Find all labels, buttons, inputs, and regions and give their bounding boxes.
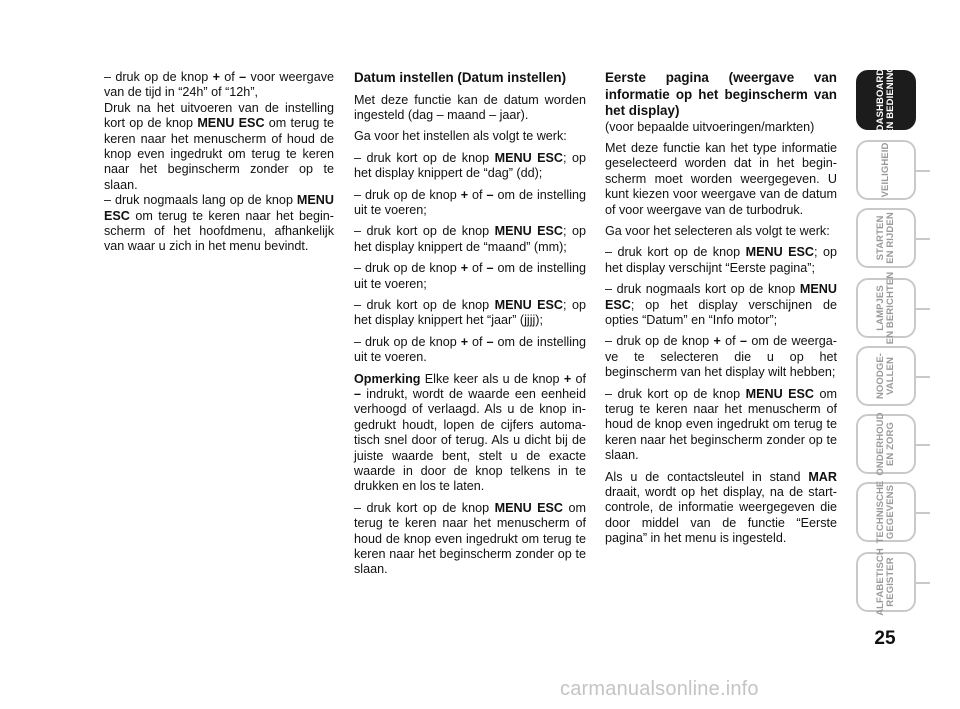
plus-key-label: + [460, 187, 469, 202]
text: – druk op de knop [605, 334, 714, 349]
step [354, 501, 586, 578]
text: of [571, 371, 586, 386]
tab-divider [916, 170, 930, 172]
paragraph: Met deze functie kan het type informatie geselecteerd worden dat in het beginscherm moet worden weergegeven. U kunt kiezen voor weergave van de datum of voor weergave van de turbodruk. [605, 140, 837, 217]
tab-label: ALFABETISCH REGISTER [875, 548, 896, 616]
tab-divider [916, 308, 930, 310]
text: of [219, 70, 240, 84]
plus-key-label: + [713, 334, 721, 349]
text: draait, wordt op het display, na de startcontrole, de informatie weergegeven die door middel van de functie “Eerste pagina” in het menu is ingesteld. [605, 485, 837, 546]
menu-esc-key-label: MENU ESC [494, 500, 564, 515]
tab-label: VEILIGHEID [880, 142, 891, 198]
text: – druk op de knop [354, 261, 461, 276]
tab-dashboard-en-bediening[interactable] [856, 65, 916, 135]
tab-divider [916, 512, 930, 514]
section-heading-datum: Datum instellen (Datum instellen) [354, 70, 567, 85]
step [354, 188, 586, 219]
paragraph [104, 193, 334, 255]
plus-key-label: + [563, 371, 572, 386]
text: ; op het display knippert het “jaar” (jjjj); [354, 297, 586, 328]
tab-lampjes-en-berichten[interactable] [856, 271, 916, 345]
paragraph [605, 470, 837, 547]
text: om de instelling uit te voeren; [354, 187, 586, 217]
text: om de weergave te selecteren die u op het beginscherm van het display wilt hebben; [605, 334, 837, 380]
text: – druk op de knop [354, 334, 461, 349]
text: – druk kort op de knop [605, 245, 746, 260]
menu-esc-key-label: MENU ESC [494, 150, 564, 165]
tab-alfabetisch-register[interactable] [856, 548, 916, 616]
tab-noodgevallen[interactable] [856, 346, 916, 406]
note-label: Opmerking [354, 371, 421, 386]
paragraph [104, 70, 334, 101]
step [354, 298, 586, 329]
tab-label: ONDERHOUD EN ZORG [875, 412, 896, 476]
minus-key-label: – [354, 387, 362, 401]
step [354, 261, 586, 292]
watermark: carmanualsonline.info [560, 678, 759, 700]
text: – druk nogmaals kort op de knop [605, 282, 800, 297]
text: – druk kort op de knop [354, 297, 495, 312]
text: ; op het display verschijnen de opties “Datum” en “Info motor”; [605, 297, 837, 327]
step [605, 334, 837, 380]
text: – druk kort op de knop [354, 150, 495, 165]
menu-esc-key-label: MENU ESC [104, 193, 334, 223]
step [354, 335, 586, 366]
text: of [468, 187, 487, 202]
paragraph: Ga voor het selecteren als volgt te werk: [605, 223, 830, 238]
text: indrukt, wordt de waarde een eenheid verhoogd of verlaagd. Als u de knop ingedrukt houdt, lopen de cijfers automatisch snel door of terug. Als u dicht bij de juiste waarde bent, stelt u de exacte waarde in door de knop telkens in te drukken en los te laten. [354, 387, 586, 494]
text: – druk kort op de knop [354, 224, 495, 239]
menu-esc-key-label: MENU ESC [745, 386, 815, 401]
minus-key-label: – [739, 334, 747, 349]
text: – druk kort op de knop [354, 500, 495, 515]
text: of [720, 334, 740, 349]
plus-key-label: + [460, 261, 469, 276]
menu-esc-key-label: MENU ESC [494, 297, 564, 312]
mar-key-position: MAR [808, 469, 837, 484]
menu-esc-key-label: MENU ESC [745, 245, 815, 260]
tab-label: STARTEN EN RIJDEN [875, 212, 896, 264]
page-number: 25 [874, 628, 896, 649]
tab-label: NOODGE- VALLEN [875, 352, 896, 400]
text: – druk nogmaals lang op de knop [104, 193, 297, 208]
text: – druk op de knop [104, 70, 213, 84]
minus-key-label: – [239, 70, 247, 84]
section-heading-eerste-pagina: Eerste pagina (weergave van informatie op het beginscherm van het display) [605, 70, 837, 118]
paragraph: Ga voor het instellen als volgt te werk: [354, 129, 567, 144]
text: of [468, 334, 487, 349]
minus-key-label: – [486, 261, 494, 276]
text: voor weergave van de tijd in “24h” of “12h”, [104, 70, 334, 100]
paragraph: Met deze functie kan de datum worden ingesteld (dag – maand – jaar). [354, 92, 586, 122]
text: om terug te keren naar het menuscherm of houd de knop even ingedrukt om terug te keren naar het beginscherm zonder op te slaan. [104, 116, 334, 192]
tab-label: DASHBOARD EN BEDIENING [875, 65, 896, 135]
text: Druk na het uitvoeren van de instelling kort op de knop [104, 100, 334, 131]
text: om terug te keren naar het menuscherm of houd de knop even ingedrukt om terug te keren naar het beginscherm zonder op te slaan. [605, 386, 837, 463]
plus-key-label: + [460, 334, 469, 349]
minus-key-label: – [486, 334, 494, 349]
text: om de instelling uit te voeren; [354, 261, 586, 291]
text-column-2 [354, 70, 586, 584]
tab-divider [916, 376, 930, 378]
text: om terug te keren naar het beginscherm of het hoofdmenu, afhankelijk van waar u zich in het menu bevindt. [104, 208, 334, 254]
text: – druk kort op de knop [605, 386, 746, 401]
text: – druk op de knop [354, 187, 461, 202]
tab-label: TECHNISCHE GEGEVENS [875, 480, 896, 544]
tab-divider [916, 582, 930, 584]
menu-esc-key-label: MENU ESC [494, 224, 564, 239]
tab-divider [916, 238, 930, 240]
plus-key-label: + [212, 70, 220, 84]
tab-technische-gegevens[interactable] [856, 482, 916, 542]
text: Als u de contactsleutel in stand [605, 469, 809, 484]
step [354, 224, 586, 255]
step [354, 151, 586, 182]
tab-veiligheid[interactable] [856, 140, 916, 200]
minus-key-label: – [486, 187, 494, 202]
note-paragraph [354, 372, 586, 495]
tab-label: LAMPJES EN BERICHTEN [875, 271, 896, 345]
text: ; op het display knippert de “maand” (mm); [354, 224, 586, 254]
section-subheading: (voor bepaalde uitvoeringen/markten) [605, 119, 815, 134]
text-column-3 [605, 70, 837, 553]
tab-starten-en-rijden[interactable] [856, 208, 916, 268]
step [605, 282, 837, 328]
text: of [468, 261, 487, 276]
text: Elke keer als u de knop [420, 371, 564, 386]
step [605, 387, 837, 464]
menu-esc-key-label: MENU ESC [197, 116, 265, 131]
step [605, 245, 837, 276]
paragraph [104, 101, 334, 193]
menu-esc-key-label: MENU ESC [605, 282, 837, 312]
text: ; op het display knippert de “dag” (dd); [354, 150, 586, 181]
text: om terug te keren naar het menuscherm of houd de knop even ingedrukt om terug te keren naar het beginscherm zonder op te slaan. [354, 500, 586, 577]
tab-divider [916, 444, 930, 446]
chapter-tabs [854, 0, 960, 709]
text-column-1 [104, 70, 334, 261]
text: ; op het display verschijnt “Eerste pagina”; [605, 245, 837, 275]
tab-onderhoud-en-zorg[interactable] [856, 414, 916, 474]
text: om de instelling uit te voeren. [354, 334, 586, 365]
